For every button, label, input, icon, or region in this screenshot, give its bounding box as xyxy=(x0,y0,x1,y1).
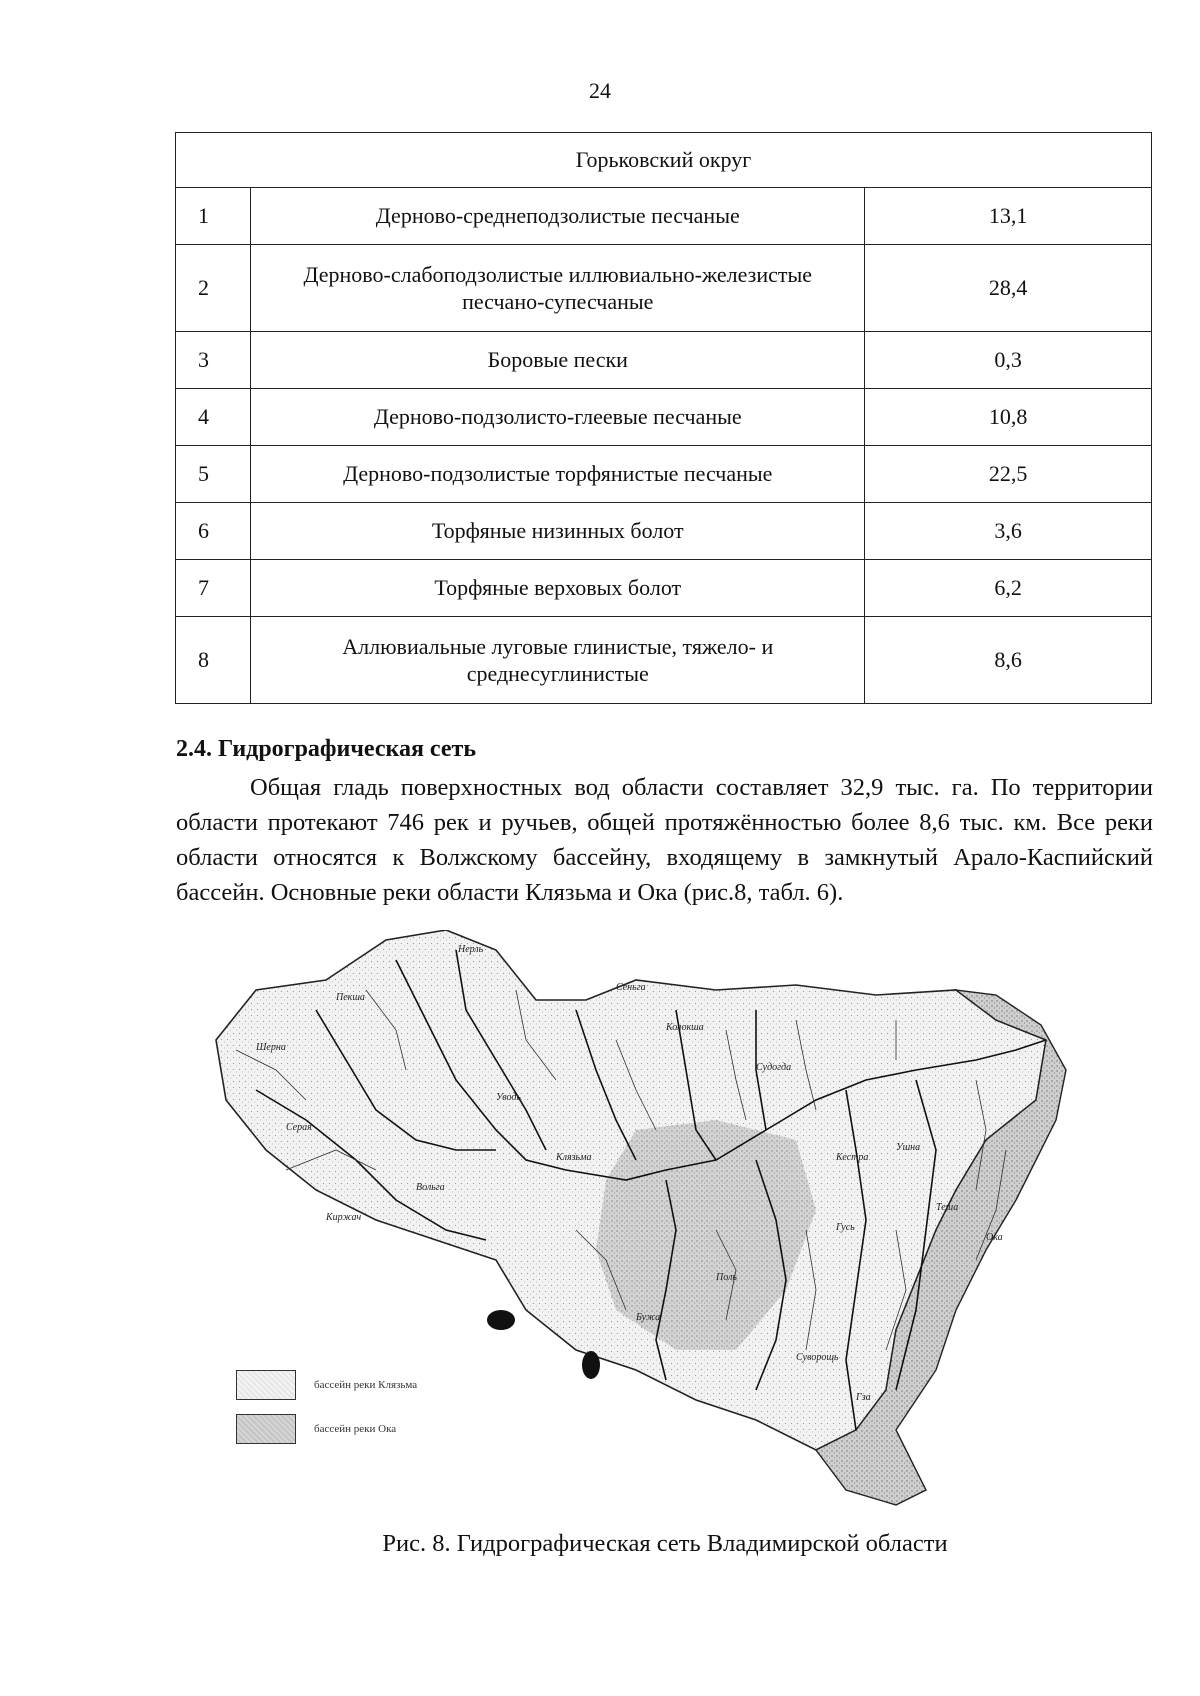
table-row xyxy=(176,332,1152,389)
page-number: 24 xyxy=(589,78,611,103)
map-label: Киржач xyxy=(326,1212,362,1223)
table-row xyxy=(176,503,1152,560)
soil-name: Дерново-подзолистые торфянистые песчаные xyxy=(251,446,865,503)
soil-name: Дерново-слабоподзолистые иллювиально-железистые песчано-супесчаные xyxy=(251,245,865,332)
soil-table xyxy=(175,132,1152,704)
map-label: Вольга xyxy=(416,1182,445,1193)
soil-name: Торфяные низинных болот xyxy=(251,503,865,560)
legend-swatch-dark xyxy=(236,1414,296,1444)
map-label: Поль xyxy=(716,1272,737,1283)
legend-label: бассейн реки Клязьма xyxy=(314,1379,418,1391)
figure-caption: Рис. 8. Гидрографическая сеть Владимирской области xyxy=(382,1530,948,1557)
row-number: 6 xyxy=(176,503,251,560)
map-label: Клязьма xyxy=(556,1152,592,1163)
map-label: Нерль xyxy=(458,944,484,955)
map-legend xyxy=(236,1369,417,1457)
soil-name: Боровые пески xyxy=(251,332,865,389)
map-label: Шерна xyxy=(256,1042,286,1053)
soil-value: 28,4 xyxy=(865,245,1152,332)
map-label: Бужа xyxy=(636,1312,661,1323)
map-label: Ушна xyxy=(896,1142,921,1153)
row-number: 7 xyxy=(176,560,251,617)
legend-item-oka xyxy=(236,1413,417,1445)
row-number: 3 xyxy=(176,332,251,389)
map-label: Теша xyxy=(936,1202,959,1213)
table-row xyxy=(176,446,1152,503)
map-label: Колокша xyxy=(666,1022,704,1033)
table-row xyxy=(176,389,1152,446)
legend-item-klyazma xyxy=(236,1369,417,1401)
section-paragraph: Общая гладь поверхностных вод области составляет 32,9 тыс. га. По территории области протекают 746 рек и ручьев, общей протяжённостью более 8,6 тыс. км. Все реки области относятся к Волжскому бассейну, входящему в замкнутый Арало-Каспийский бассейн. Основные реки области Клязьма и Ока (рис.8, табл. 6). xyxy=(176,774,1153,906)
soil-value: 10,8 xyxy=(865,389,1152,446)
soil-value: 3,6 xyxy=(865,503,1152,560)
table-row xyxy=(176,245,1152,332)
soil-value: 13,1 xyxy=(865,188,1152,245)
lake xyxy=(582,1351,600,1379)
map-label: Ока xyxy=(986,1232,1003,1243)
soil-value: 22,5 xyxy=(865,446,1152,503)
row-number: 4 xyxy=(176,389,251,446)
row-number: 8 xyxy=(176,617,251,704)
soil-value: 8,6 xyxy=(865,617,1152,704)
table-row xyxy=(176,188,1152,245)
table-header-row xyxy=(176,133,1152,188)
map-label: Гусь xyxy=(836,1222,855,1233)
map-label: Серая xyxy=(286,1122,312,1133)
map-label: Уводь xyxy=(496,1092,521,1103)
table-header: Горьковский округ xyxy=(176,133,1152,188)
soil-name: Аллювиальные луговые глинистые, тяжело- и среднесуглинистые xyxy=(251,617,865,704)
row-number: 1 xyxy=(176,188,251,245)
soil-value: 6,2 xyxy=(865,560,1152,617)
soil-name: Торфяные верховых болот xyxy=(251,560,865,617)
table-row xyxy=(176,617,1152,704)
soil-name: Дерново-среднеподзолистые песчаные xyxy=(251,188,865,245)
map-label: Суворощь xyxy=(796,1352,839,1363)
table-row xyxy=(176,560,1152,617)
row-number: 2 xyxy=(176,245,251,332)
map-label: Пекша xyxy=(336,992,365,1003)
legend-label: бассейн реки Ока xyxy=(314,1423,397,1435)
soil-value: 0,3 xyxy=(865,332,1152,389)
map-label: Кестра xyxy=(836,1152,869,1163)
legend-swatch-light xyxy=(236,1370,296,1400)
map-label: Судогда xyxy=(756,1062,792,1073)
row-number: 5 xyxy=(176,446,251,503)
soil-name: Дерново-подзолисто-глеевые песчаные xyxy=(251,389,865,446)
section-heading: 2.4. Гидрографическая сеть xyxy=(176,736,477,762)
lake xyxy=(487,1310,515,1330)
map-label: Сеньга xyxy=(616,982,646,993)
map-label: Гза xyxy=(856,1392,871,1403)
